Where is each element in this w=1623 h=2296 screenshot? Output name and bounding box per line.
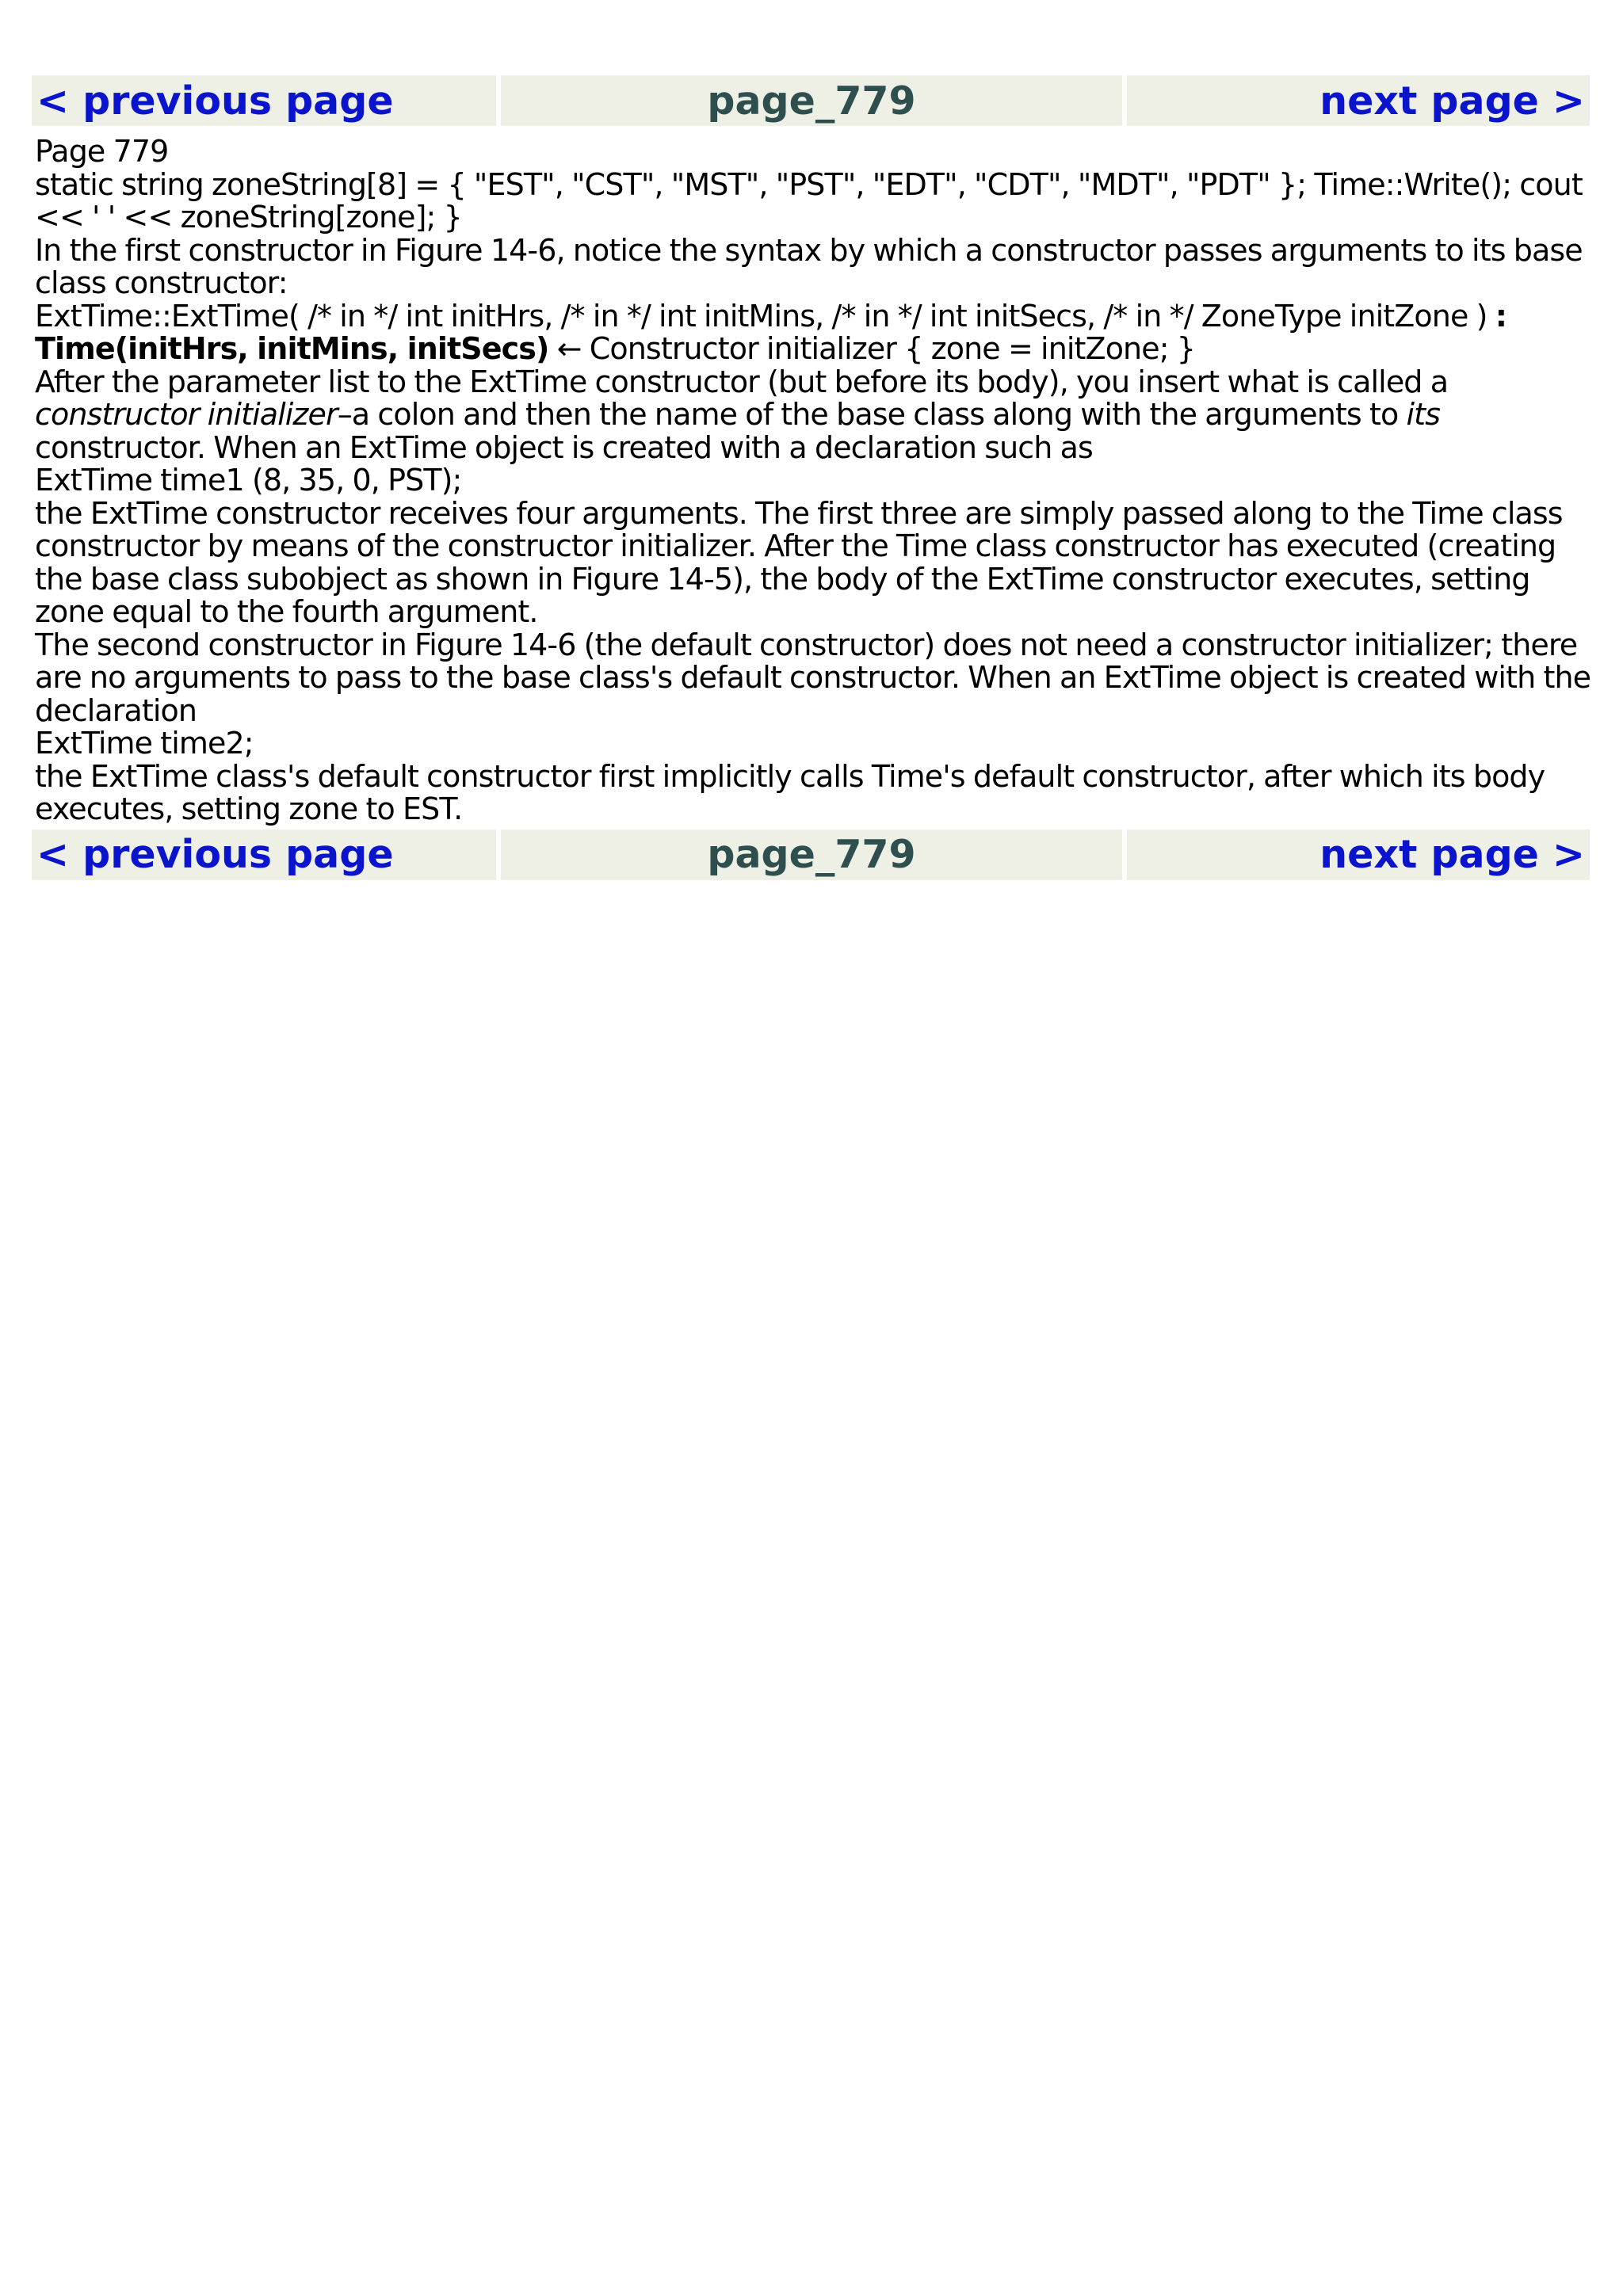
code-ext-time-constructor — [35, 300, 1596, 366]
top-page-title: page_779 — [707, 78, 916, 124]
paragraph-implicit-call: the ExtTime class's default constructor first implicitly calls Time's default constructor, after which its body executes, setting zone to EST. — [35, 758, 1545, 826]
code-constructor-body: ← Constructor initializer { zone = initZone; } — [548, 331, 1196, 366]
para2-middle: –a colon and then the name of the base class along with the arguments to — [337, 397, 1407, 432]
document-page — [32, 75, 1594, 880]
top-nav-title-cell — [501, 75, 1122, 126]
para2-end: constructor. When an ExtTime object is created with a declaration such as — [35, 429, 1093, 465]
bottom-page-title: page_779 — [707, 832, 916, 877]
code-constructor-signature: ExtTime::ExtTime( /* in */ int initHrs, /* in */ int initMins, /* in */ int initSecs, /* in */ ZoneType initZone ) — [35, 298, 1495, 334]
code-time2-declaration: ExtTime time2; — [35, 726, 254, 761]
paragraph-default-constructor: The second constructor in Figure 14-6 (the default constructor) does not need a constructor initializer; there are no arguments to pass to the base class's default constructor. When an ExtTime object is created with the declaration — [35, 627, 1591, 728]
bottom-previous-page-link[interactable]: < previous page — [36, 832, 394, 877]
bottom-next-page-link[interactable]: next page > — [1319, 832, 1585, 877]
top-nav-next-cell — [1127, 75, 1590, 126]
top-next-page-link[interactable]: next page > — [1319, 78, 1585, 124]
term-constructor-initializer: constructor initializer — [35, 397, 338, 432]
bottom-nav-next-cell — [1127, 830, 1590, 880]
bottom-nav-prev-cell — [32, 830, 496, 880]
term-its: its — [1406, 397, 1441, 432]
page-body — [35, 135, 1596, 826]
code-constructor-initializer: : Time(initHrs, initMins, initSecs) — [35, 298, 1507, 366]
paragraph-constructor-syntax: In the first constructor in Figure 14-6, notice the syntax by which a constructor passes arguments to its base class constructor: — [35, 232, 1583, 300]
top-nav-prev-cell — [32, 75, 496, 126]
para2-start: After the parameter list to the ExtTime constructor (but before its body), you insert what is called a — [35, 364, 1449, 399]
paragraph-four-arguments: the ExtTime constructor receives four arguments. The first three are simply passed along to the Time class constructor by means of the constructor initializer. After the Time class constructor has executed (creating the base class subobject as shown in Figure 14-5), the body of the ExtTime constructor executes, setting zone equal to the fourth argument. — [35, 495, 1563, 629]
page-number-label: Page 779 — [35, 134, 169, 169]
bottom-nav-title-cell — [501, 830, 1122, 880]
bottom-navigation-bar — [32, 830, 1594, 880]
code-time1-declaration: ExtTime time1 (8, 35, 0, PST); — [35, 463, 462, 498]
top-navigation-bar — [32, 75, 1594, 126]
code-zone-string: static string zoneString[8] = { "EST", "CST", "MST", "PST", "EDT", "CDT", "MDT", "PDT" }; Time::Write(); cout << ' ' << zoneString[zone]; } — [35, 166, 1583, 235]
paragraph-initializer-definition — [35, 366, 1596, 465]
top-previous-page-link[interactable]: < previous page — [36, 78, 394, 124]
